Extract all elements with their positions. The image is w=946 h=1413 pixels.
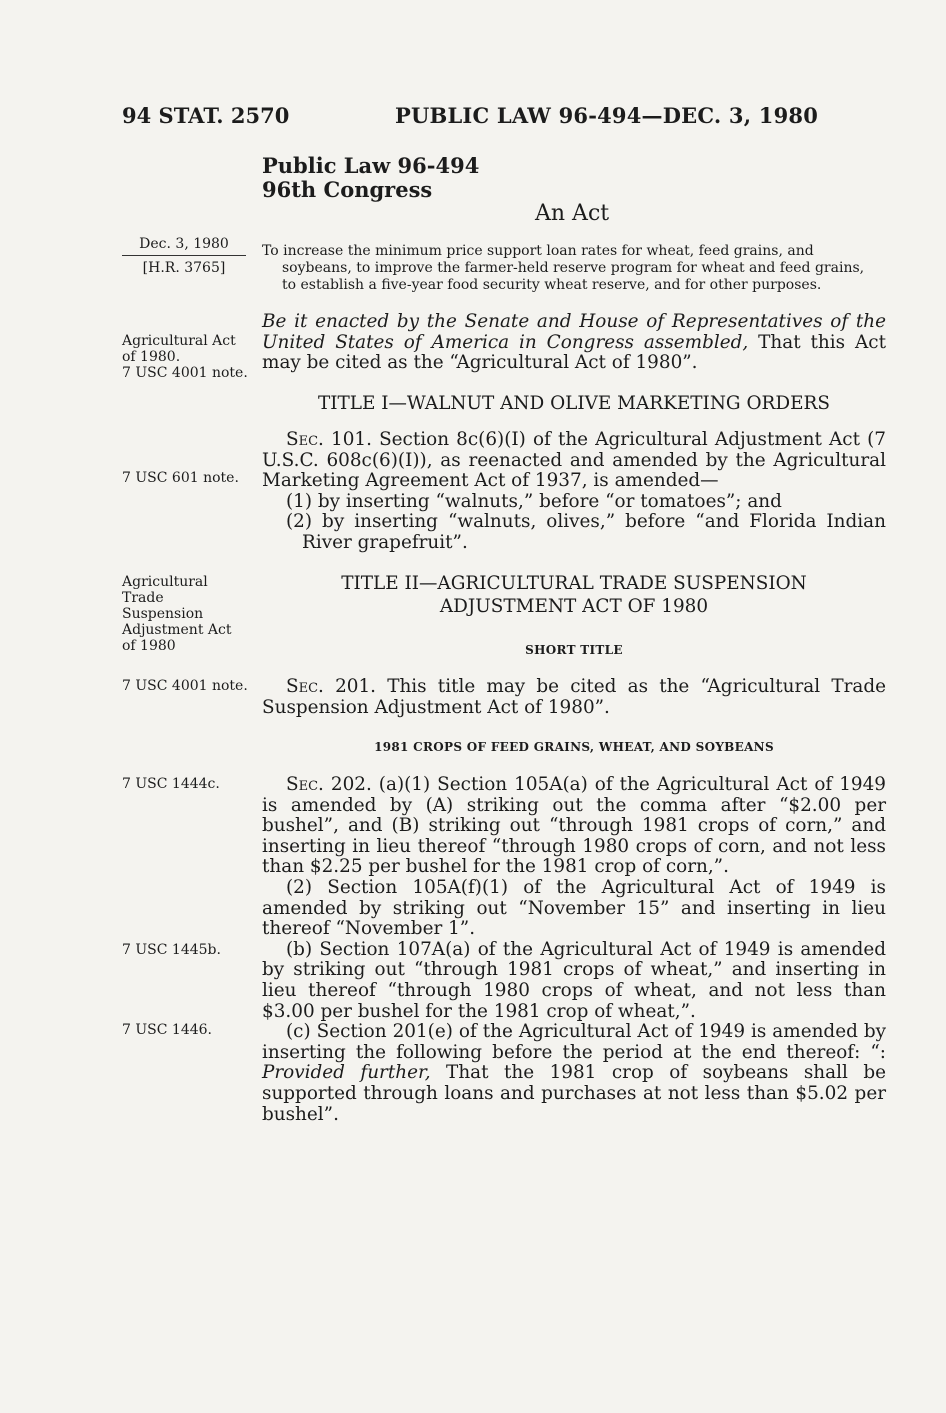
title-2-heading-line-1: TITLE II—AGRICULTURAL TRADE SUSPENSION [341,573,807,594]
short-title-heading: SHORT TITLE [525,643,623,657]
sec-label: Sec. [286,774,324,795]
enacting-rest: That this Act may be cited as the “Agricultural Act of 1980”. [262,331,886,374]
enacting-italic: Be it enacted by the Senate and House of Representatives of the United States of America in Congress assembled, [262,311,886,353]
sec-101-item-2: (2) by inserting “walnuts, olives,” before “and Florida Indian River grapefruit”. [286,511,886,553]
sec-101-text: 101. Section 8c(6)(I) of the Agricultural Adjustment Act (7 U.S.C. 608c(6)(I)), as reenacted and amended by the Agricultural Marketing Agreement Act of 1937, is amended— [262,429,886,492]
sec-202-c [262,1022,886,1125]
sec-label: Sec. [286,676,324,697]
note-line: of 1980 [122,638,176,654]
sec-201-text: 201. This title may be cited as the “Agricultural Trade Suspension Adjustment Act of 1980”. [262,676,886,718]
note-line: Agricultural [122,574,208,590]
title-2-heading [262,572,886,618]
section-101 [262,430,886,554]
public-law-number: Public Law 96-494 [262,153,480,178]
an-act-heading: An Act [535,201,610,226]
section-201 [262,677,886,718]
note-line: Agricultural Act [122,333,236,349]
margin-note-7-usc-1446: 7 USC 1446. [122,1022,212,1038]
sec-label: Sec. [286,429,324,450]
title-2-heading-line-2: ADJUSTMENT ACT OF 1980 [439,596,709,617]
sec-202-text: 202. (a)(1) Section 105A(a) of the Agricultural Act of 1949 is amended by (A) striking out the comma after “$2.00 per bushel”, and (B) striking out “through 1981 crops of corn,” and inserting in lieu thereof “through 1980 crops of corn, and not less than $2.25 per bushel for the 1981 crop of corn,”. [262,774,886,878]
note-line: Adjustment Act [122,622,232,638]
crops-heading: 1981 CROPS OF FEED GRAINS, WHEAT, AND SOYBEANS [374,740,774,754]
purpose-line-3: to establish a five-year food security wheat reserve, and for other purposes. [282,277,822,293]
note-line: of 1980. [122,349,181,365]
margin-note-7-usc-1445b: 7 USC 1445b. [122,942,221,958]
sec-101-item-1: (1) by inserting “walnuts,” before “or tomatoes”; and [286,490,782,512]
sec-201-body [262,677,886,718]
para-c-italic: Provided further, [262,1062,431,1084]
purpose-line-1: To increase the minimum price support loan rates for wheat, feed grains, and [262,243,814,259]
margin-note-trade-suspension [122,574,252,654]
sec-202-b: (b) Section 107A(a) of the Agricultural Act of 1949 is amended by striking out “through 1981 crops of wheat,” and inserting in lieu thereof “through 1980 crops of wheat, and not less than $3.00 per bushel for the 1981 crop of wheat,”. [262,938,886,1022]
act-purpose [262,243,886,294]
purpose-line-2: soybeans, to improve the farmer-held reserve program for wheat and feed grains, [282,260,865,276]
margin-note-7-usc-4001: 7 USC 4001 note. [122,678,248,694]
title-1-heading: TITLE I—WALNUT AND OLIVE MARKETING ORDERS [317,393,830,414]
para-c-end: That the 1981 crop of soybeans shall be supported through loans and purchases at not less than $5.02 per bushel”. [262,1062,887,1125]
stat-reference: 94 STAT. 2570 [122,103,290,128]
note-line: Suspension [122,606,204,622]
margin-note-7-usc-1444c: 7 USC 1444c. [122,776,220,792]
congress-number: 96th Congress [262,177,433,202]
sec-202-a2: (2) Section 105A(f)(1) of the Agricultural Act of 1949 is amended by striking out “November 15” and inserting in lieu thereof “November 1”. [262,876,886,940]
sec-101-body [262,430,886,492]
note-line: 7 USC 4001 note. [122,365,248,381]
sec-202-a1 [262,775,886,878]
margin-note-7-usc-601: 7 USC 601 note. [122,470,239,486]
para-c-start: (c) Section 201(e) of the Agricultural Act of 1949 is amended by inserting the following before the period at the end thereof: “: [262,1021,886,1063]
running-title: PUBLIC LAW 96-494—DEC. 3, 1980 [395,103,819,128]
margin-note-agricultural-act [122,333,252,381]
section-202 [262,775,886,1125]
note-line: Trade [122,590,164,606]
margin-bill-number: [H.R. 3765] [142,260,226,276]
enacting-clause [262,312,886,374]
margin-date: Dec. 3, 1980 [122,236,246,256]
